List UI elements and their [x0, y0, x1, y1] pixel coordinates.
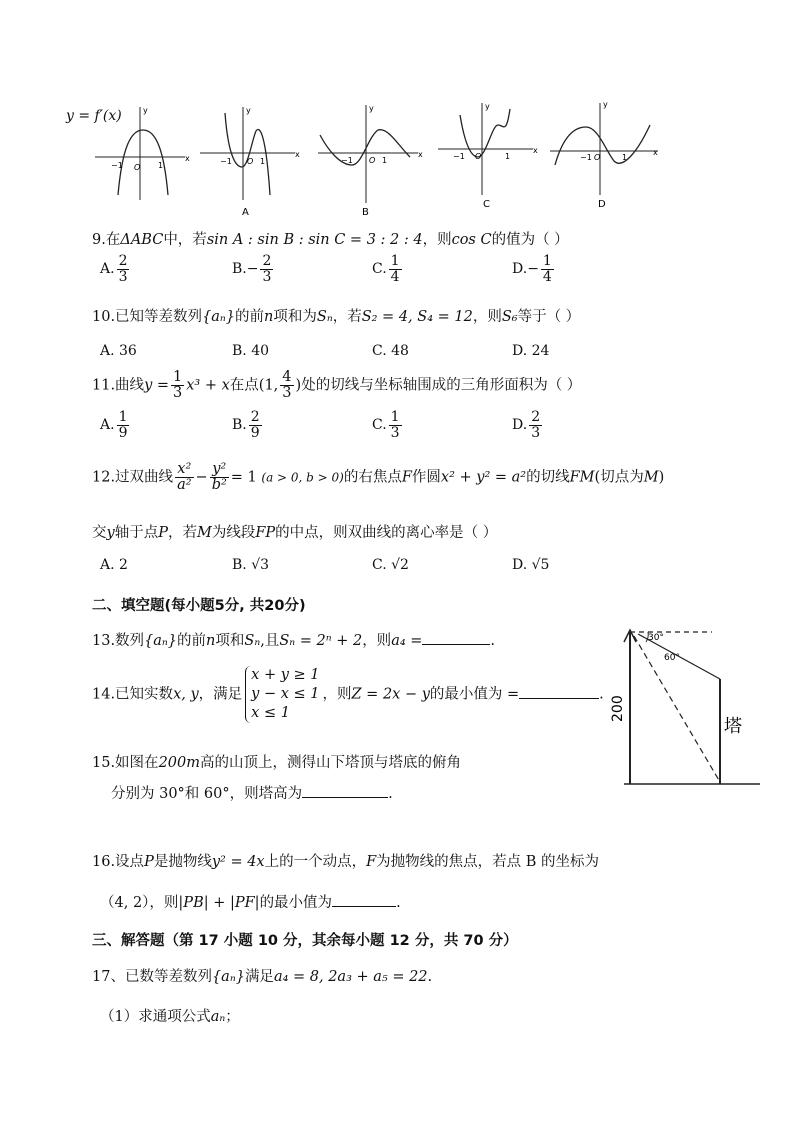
question-11: 11.曲线y = $\frac{1}{3}$ x³ + x在点(1, $\frac{4}{3}$ )处的切线与坐标轴围成的三角形面积为（ ） — [92, 369, 582, 402]
graph-option-b — [318, 104, 423, 218]
q12-option-d[interactable]: D. √5 — [512, 557, 550, 573]
svg-text:O: O — [134, 163, 141, 172]
question-9: 9.在ΔABC中，若sin A : sin B : sin C = 3 : 2 : 4，则cos C的值为（ ） — [92, 232, 569, 248]
question-16-line1: 16.设点P是抛物线y² = 4x上的一个动点，F为抛物线的焦点，若点 B 的坐标为 — [92, 854, 600, 870]
question-17: 17、已数等差数列{aₙ}满足a₄ = 8, 2a₃ + a₅ = 22. — [92, 969, 433, 985]
section-2-heading: 二、填空题(每小题5分, 共20分) — [92, 598, 306, 614]
graph-fprime — [95, 106, 190, 200]
height-200-label: 200 — [610, 695, 626, 722]
question-15-line2: 分别为 30°和 60°，则塔高为 . — [111, 782, 393, 803]
q15-answer-blank[interactable] — [302, 783, 388, 798]
svg-text:C: C — [483, 199, 490, 210]
svg-text:x: x — [185, 154, 190, 163]
graph-label-a: A — [242, 207, 249, 218]
question-17-part1: （1）求通项公式aₙ； — [100, 1009, 240, 1025]
q11-option-c[interactable]: C. $\frac{1}{3}$ — [372, 409, 400, 441]
svg-text:y: y — [603, 100, 608, 109]
constraint-system: x + y ≥ 1 y − x ≤ 1 x ≤ 1 — [245, 666, 319, 723]
svg-text:−1: −1 — [111, 161, 123, 170]
q9-option-a[interactable]: A. $\frac{2}{3}$ — [100, 253, 128, 285]
svg-text:−1: −1 — [453, 152, 465, 161]
question-12-line1: 12.过双曲线 $\frac{\text{x²}}{\text{a²}}$ − $\frac{\text{y²}}{\text{b²}}$ = 1 (a > 0, b > 0)的右焦点F作圆x² + y² = a²的切线FM(切点为M) — [92, 461, 665, 494]
question-16-line2: （4, 2），则|PB| + |PF|的最小值为 . — [100, 891, 401, 912]
graph-option-c — [438, 102, 538, 210]
fprime-label: y = f′(x) — [66, 108, 122, 124]
svg-text:1: 1 — [622, 153, 628, 162]
svg-text:y: y — [369, 104, 374, 113]
question-14: 14.已知实数x, y，满足 x + y ≥ 1 y − x ≤ 1 x ≤ 1 ，则Z = 2x − y的最小值为 = . — [92, 667, 604, 721]
svg-text:1: 1 — [505, 152, 511, 161]
mountain-tower-figure — [602, 624, 760, 790]
svg-text:−1: −1 — [341, 156, 353, 165]
svg-text:1: 1 — [158, 161, 164, 170]
q11-option-b[interactable]: B. $\frac{2}{9}$ — [232, 409, 260, 441]
svg-text:y: y — [485, 102, 490, 111]
derivative-graphs — [90, 95, 670, 220]
svg-text:x: x — [653, 148, 658, 157]
q10-option-d[interactable]: D. 24 — [512, 343, 550, 359]
q14-answer-blank[interactable] — [519, 684, 599, 699]
tower-label: 塔 — [724, 716, 742, 737]
q9-option-d[interactable]: D.− $\frac{1}{4}$ — [512, 253, 552, 285]
svg-text:B: B — [362, 207, 369, 218]
q11-option-d[interactable]: D. $\frac{2}{3}$ — [512, 409, 541, 441]
graph-option-a — [200, 106, 300, 218]
q13-answer-blank[interactable] — [422, 630, 490, 645]
svg-text:O: O — [247, 157, 254, 166]
q10-option-c[interactable]: C. 48 — [372, 343, 409, 359]
svg-text:O: O — [594, 153, 601, 162]
svg-text:y: y — [143, 106, 148, 115]
svg-text:O: O — [369, 156, 376, 165]
question-12-line2: 交y轴于点P，若M为线段FP的中点，则双曲线的离心率是（ ） — [92, 525, 498, 541]
svg-text:D: D — [598, 199, 606, 210]
question-10: 10.已知等差数列{aₙ}的前n项和为Sₙ，若S₂ = 4, S₄ = 12，则S₆等于（ ） — [92, 309, 581, 325]
q10-option-a[interactable]: A. 36 — [100, 343, 137, 359]
svg-text:−1: −1 — [580, 153, 592, 162]
angle-60-label: 60° — [664, 653, 680, 663]
svg-text:x: x — [295, 150, 300, 159]
angle-30-label: 30° — [648, 633, 664, 643]
q12-option-c[interactable]: C. √2 — [372, 557, 409, 573]
svg-text:x: x — [533, 146, 538, 155]
svg-text:y: y — [246, 106, 251, 115]
q11-option-a[interactable]: A. $\frac{1}{9}$ — [100, 409, 128, 441]
q12-option-b[interactable]: B. √3 — [232, 557, 270, 573]
svg-text:O: O — [475, 152, 482, 161]
svg-text:x: x — [418, 150, 423, 159]
question-13: 13.数列{aₙ}的前n项和Sₙ,且Sₙ = 2ⁿ + 2，则a₄ = . — [92, 629, 495, 650]
q9-option-b[interactable]: B.− $\frac{2}{3}$ — [232, 253, 272, 285]
graph-option-d — [550, 100, 658, 210]
svg-text:1: 1 — [260, 157, 266, 166]
q16-answer-blank[interactable] — [332, 892, 396, 907]
svg-text:−1: −1 — [220, 157, 232, 166]
question-15-line1: 15.如图在200m高的山顶上，测得山下塔顶与塔底的俯角 — [92, 755, 461, 771]
svg-text:1: 1 — [382, 156, 388, 165]
q9-option-c[interactable]: C. $\frac{1}{4}$ — [372, 253, 400, 285]
section-3-heading: 三、解答题（第 17 小题 10 分，其余每小题 12 分，共 70 分） — [92, 933, 518, 949]
q10-option-b[interactable]: B. 40 — [232, 343, 270, 359]
q12-option-a[interactable]: A. 2 — [100, 557, 128, 573]
